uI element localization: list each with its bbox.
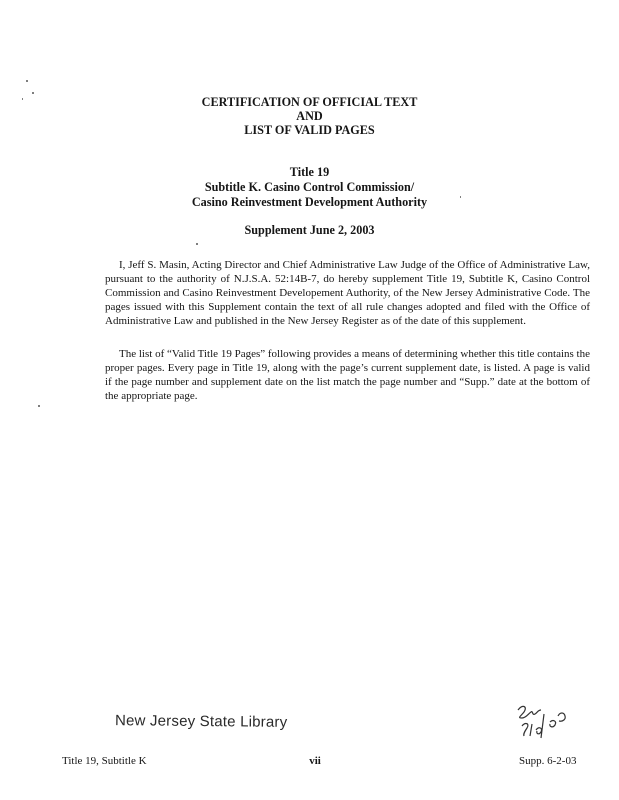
supplement-date: Supplement June 2, 2003 [244,223,375,237]
library-stamp: New Jersey State Library [114,712,288,731]
page-number: vii [309,755,321,767]
scan-speck [196,243,198,245]
scan-speck [26,80,28,82]
footer-title: Title 19, Subtitle K [62,755,147,767]
scan-speck [22,98,23,100]
scan-speck [32,92,34,94]
heading-conjunction: AND [296,109,323,123]
scan-speck [38,405,40,407]
certification-heading: CERTIFICATION OF OFFICIAL TEXT [201,95,418,109]
title-number: Title 19 [289,165,330,179]
subtitle-line-2: Casino Reinvestment Development Authority [191,195,428,209]
subtitle-line-1: Subtitle K. Casino Control Commission/ [204,180,415,194]
certification-paragraph: I, Jeff S. Masin, Acting Director and Chief Administrative Law Judge of the Office of Administrative Law, pursuant to the authority of N.J.S.A. 52:14B-7, do hereby supplement Title 19, Subtitle K, Casino Control Commission and Casino Reinvestment Developement Authority, of the New Jersey Administrative Code. The pages issued with this Supplement contain the text of all rule changes adopted and filed with the Office of Administrative Law and published in the New Jersey Register as of the date of this supplement. [105,259,590,327]
handwritten-initials [500,696,590,746]
valid-pages-paragraph: The list of “Valid Title 19 Pages” following provides a means of determining whether this title contains the proper pages. Every page in Title 19, along with the page’s current supplement date, is listed. A page is valid if the page number and supplement date on the list match the page number and “Supp.” date at the bottom of the appropriate page. [105,348,590,402]
footer-supplement: Supp. 6-2-03 [519,755,577,767]
valid-pages-heading: LIST OF VALID PAGES [244,123,375,137]
scan-speck [460,196,461,198]
